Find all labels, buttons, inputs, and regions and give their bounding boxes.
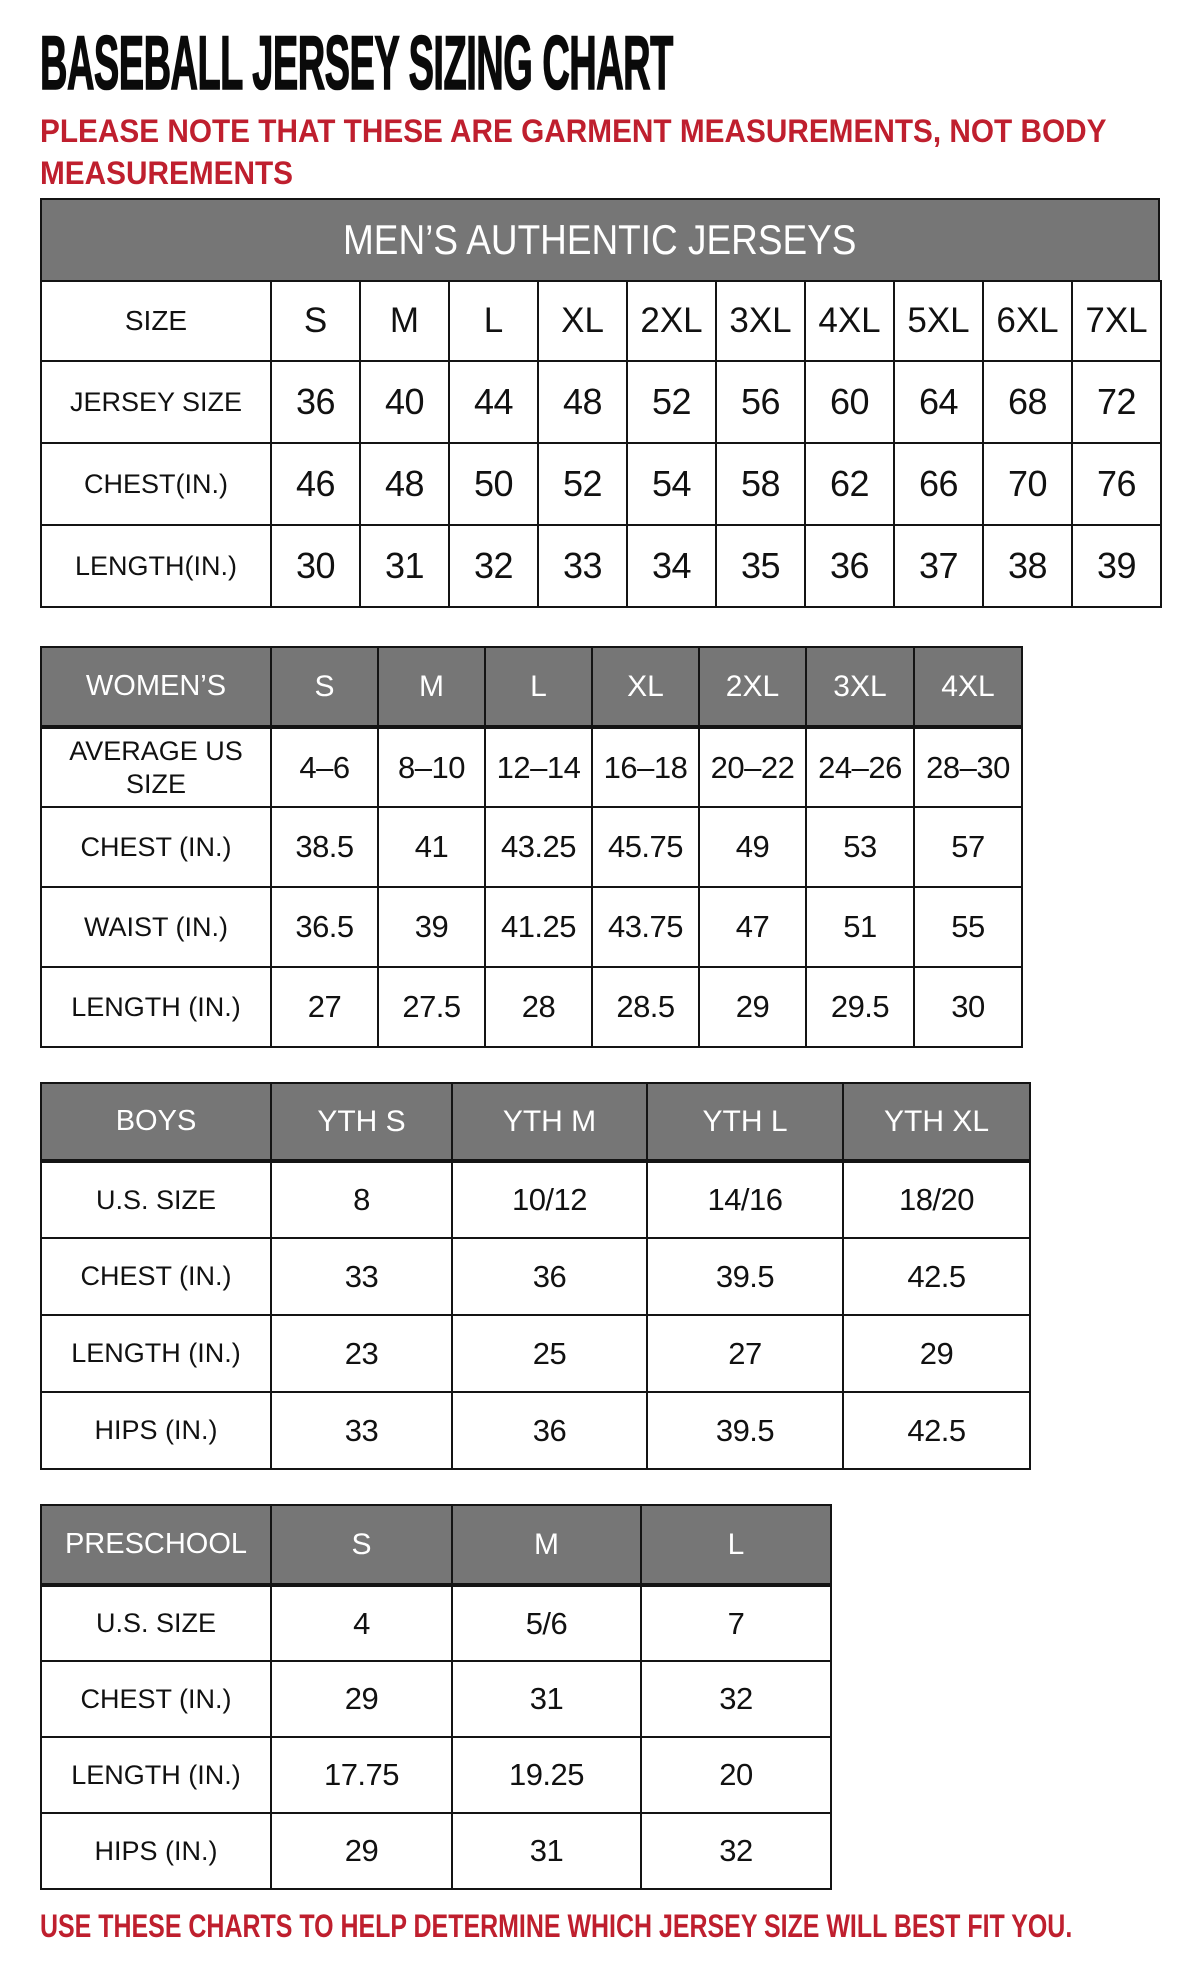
value-cell: 10/12 <box>452 1161 647 1238</box>
value-cell: 35 <box>716 525 805 607</box>
column-header-cell: S <box>271 647 378 727</box>
value-cell: 14/16 <box>647 1161 843 1238</box>
row-label: HIPS (IN.) <box>41 1813 271 1889</box>
value-cell: 64 <box>894 361 983 443</box>
value-cell: 4–6 <box>271 727 378 807</box>
table-row <box>41 887 1022 967</box>
table-row <box>41 1315 1030 1392</box>
column-header-row <box>41 1505 831 1585</box>
value-cell: 40 <box>360 361 449 443</box>
row-label: LENGTH (IN.) <box>41 1315 271 1392</box>
value-cell: 45.75 <box>592 807 699 887</box>
column-header-cell: YTH S <box>271 1083 452 1161</box>
value-cell: 28 <box>485 967 592 1047</box>
value-cell: 27.5 <box>378 967 485 1047</box>
column-header-cell: 6XL <box>983 281 1072 361</box>
value-cell: 31 <box>452 1813 641 1889</box>
column-header-cell: M <box>378 647 485 727</box>
value-cell: 36.5 <box>271 887 378 967</box>
column-header-row <box>41 1083 1030 1161</box>
value-cell: 5/6 <box>452 1585 641 1661</box>
table-banner-title: MEN’S AUTHENTIC JERSEYS <box>343 216 857 263</box>
table-row <box>41 1238 1030 1315</box>
column-header-cell: YTH L <box>647 1083 843 1161</box>
value-cell: 36 <box>452 1392 647 1469</box>
value-cell: 48 <box>538 361 627 443</box>
value-cell: 29 <box>843 1315 1030 1392</box>
value-cell: 70 <box>983 443 1072 525</box>
value-cell: 27 <box>271 967 378 1047</box>
value-cell: 42.5 <box>843 1392 1030 1469</box>
column-header-cell: L <box>641 1505 831 1585</box>
page-title: BASEBALL JERSEY SIZING CHART <box>40 21 673 106</box>
value-cell: 76 <box>1072 443 1161 525</box>
table-banner <box>40 198 1160 280</box>
column-header-cell: XL <box>538 281 627 361</box>
column-header-cell: M <box>452 1505 641 1585</box>
table-row <box>41 1737 831 1813</box>
footer-note-text: USE THESE CHARTS TO HELP DETERMINE WHICH JERSEY SIZE WILL BEST FIT YOU. <box>40 1908 1073 1944</box>
value-cell: 32 <box>449 525 538 607</box>
size-table <box>40 646 1023 1048</box>
value-cell: 36 <box>805 525 894 607</box>
column-header-cell: 3XL <box>806 647 914 727</box>
column-header-label: SIZE <box>41 281 271 361</box>
column-header-cell: 2XL <box>627 281 716 361</box>
value-cell: 55 <box>914 887 1022 967</box>
garment-measurement-note <box>40 110 1162 194</box>
table-row <box>41 443 1161 525</box>
value-cell: 42.5 <box>843 1238 1030 1315</box>
value-cell: 33 <box>271 1238 452 1315</box>
row-label: WAIST (IN.) <box>41 887 271 967</box>
row-label: CHEST (IN.) <box>41 1238 271 1315</box>
value-cell: 7 <box>641 1585 831 1661</box>
value-cell: 46 <box>271 443 360 525</box>
value-cell: 16–18 <box>592 727 699 807</box>
value-cell: 39.5 <box>647 1238 843 1315</box>
table-row <box>41 1392 1030 1469</box>
value-cell: 8 <box>271 1161 452 1238</box>
size-table <box>40 280 1162 608</box>
value-cell: 66 <box>894 443 983 525</box>
value-cell: 17.75 <box>271 1737 452 1813</box>
value-cell: 25 <box>452 1315 647 1392</box>
column-header-cell: 4XL <box>914 647 1022 727</box>
column-header-cell: S <box>271 1505 452 1585</box>
row-label: CHEST (IN.) <box>41 807 271 887</box>
tables <box>40 198 1162 1890</box>
value-cell: 72 <box>1072 361 1161 443</box>
column-header-cell: 5XL <box>894 281 983 361</box>
value-cell: 24–26 <box>806 727 914 807</box>
size-table-preschool <box>40 1504 1162 1890</box>
size-table <box>40 1504 832 1890</box>
table-row <box>41 1161 1030 1238</box>
value-cell: 4 <box>271 1585 452 1661</box>
row-label: AVERAGE US SIZE <box>41 727 271 807</box>
value-cell: 51 <box>806 887 914 967</box>
value-cell: 38.5 <box>271 807 378 887</box>
value-cell: 28.5 <box>592 967 699 1047</box>
column-header-cell: XL <box>592 647 699 727</box>
value-cell: 31 <box>452 1661 641 1737</box>
value-cell: 32 <box>641 1813 831 1889</box>
row-label: LENGTH (IN.) <box>41 1737 271 1813</box>
value-cell: 20 <box>641 1737 831 1813</box>
column-header-cell: 2XL <box>699 647 806 727</box>
value-cell: 60 <box>805 361 894 443</box>
value-cell: 18/20 <box>843 1161 1030 1238</box>
row-label: HIPS (IN.) <box>41 1392 271 1469</box>
note-line-2: MEASUREMENTS <box>40 155 293 191</box>
value-cell: 36 <box>452 1238 647 1315</box>
value-cell: 38 <box>983 525 1072 607</box>
value-cell: 12–14 <box>485 727 592 807</box>
column-header-cell: 7XL <box>1072 281 1161 361</box>
column-header-row <box>41 647 1022 727</box>
note-line-1: PLEASE NOTE THAT THESE ARE GARMENT MEASUREMENTS, NOT BODY <box>40 113 1107 149</box>
value-cell: 48 <box>360 443 449 525</box>
column-header-cell: 4XL <box>805 281 894 361</box>
value-cell: 43.25 <box>485 807 592 887</box>
value-cell: 44 <box>449 361 538 443</box>
value-cell: 8–10 <box>378 727 485 807</box>
row-label: U.S. SIZE <box>41 1161 271 1238</box>
value-cell: 36 <box>271 361 360 443</box>
value-cell: 23 <box>271 1315 452 1392</box>
value-cell: 30 <box>271 525 360 607</box>
table-row <box>41 807 1022 887</box>
size-table-mens <box>40 198 1162 608</box>
row-label: CHEST(IN.) <box>41 443 271 525</box>
column-header-cell: L <box>485 647 592 727</box>
table-row <box>41 727 1022 807</box>
value-cell: 47 <box>699 887 806 967</box>
value-cell: 39.5 <box>647 1392 843 1469</box>
table-row <box>41 361 1161 443</box>
value-cell: 32 <box>641 1661 831 1737</box>
value-cell: 39 <box>378 887 485 967</box>
value-cell: 39 <box>1072 525 1161 607</box>
value-cell: 52 <box>538 443 627 525</box>
column-header-label: BOYS <box>41 1083 271 1161</box>
value-cell: 43.75 <box>592 887 699 967</box>
value-cell: 54 <box>627 443 716 525</box>
table-row <box>41 1813 831 1889</box>
value-cell: 20–22 <box>699 727 806 807</box>
value-cell: 57 <box>914 807 1022 887</box>
value-cell: 50 <box>449 443 538 525</box>
value-cell: 37 <box>894 525 983 607</box>
column-header-cell: S <box>271 281 360 361</box>
column-header-label: PRESCHOOL <box>41 1505 271 1585</box>
column-header-label: WOMEN’S <box>41 647 271 727</box>
sizing-chart-page <box>0 21 1200 1946</box>
value-cell: 49 <box>699 807 806 887</box>
table-row <box>41 967 1022 1047</box>
value-cell: 56 <box>716 361 805 443</box>
column-header-cell: YTH M <box>452 1083 647 1161</box>
column-header-cell: 3XL <box>716 281 805 361</box>
row-label: CHEST (IN.) <box>41 1661 271 1737</box>
size-table-boys <box>40 1082 1162 1470</box>
value-cell: 27 <box>647 1315 843 1392</box>
row-label: LENGTH (IN.) <box>41 967 271 1047</box>
value-cell: 62 <box>805 443 894 525</box>
column-header-cell: L <box>449 281 538 361</box>
value-cell: 33 <box>538 525 627 607</box>
value-cell: 34 <box>627 525 716 607</box>
value-cell: 28–30 <box>914 727 1022 807</box>
table-row <box>41 1585 831 1661</box>
row-label: JERSEY SIZE <box>41 361 271 443</box>
value-cell: 53 <box>806 807 914 887</box>
value-cell: 52 <box>627 361 716 443</box>
footer-note <box>40 1906 1162 1946</box>
column-header-cell: M <box>360 281 449 361</box>
column-header-row <box>41 281 1161 361</box>
value-cell: 41 <box>378 807 485 887</box>
value-cell: 29 <box>271 1661 452 1737</box>
value-cell: 41.25 <box>485 887 592 967</box>
size-table-womens <box>40 646 1162 1048</box>
value-cell: 30 <box>914 967 1022 1047</box>
row-label: U.S. SIZE <box>41 1585 271 1661</box>
column-header-cell: YTH XL <box>843 1083 1030 1161</box>
size-table <box>40 1082 1031 1470</box>
value-cell: 33 <box>271 1392 452 1469</box>
value-cell: 29 <box>271 1813 452 1889</box>
value-cell: 31 <box>360 525 449 607</box>
value-cell: 19.25 <box>452 1737 641 1813</box>
value-cell: 29 <box>699 967 806 1047</box>
value-cell: 29.5 <box>806 967 914 1047</box>
value-cell: 58 <box>716 443 805 525</box>
table-row <box>41 525 1161 607</box>
value-cell: 68 <box>983 361 1072 443</box>
table-row <box>41 1661 831 1737</box>
row-label: LENGTH(IN.) <box>41 525 271 607</box>
